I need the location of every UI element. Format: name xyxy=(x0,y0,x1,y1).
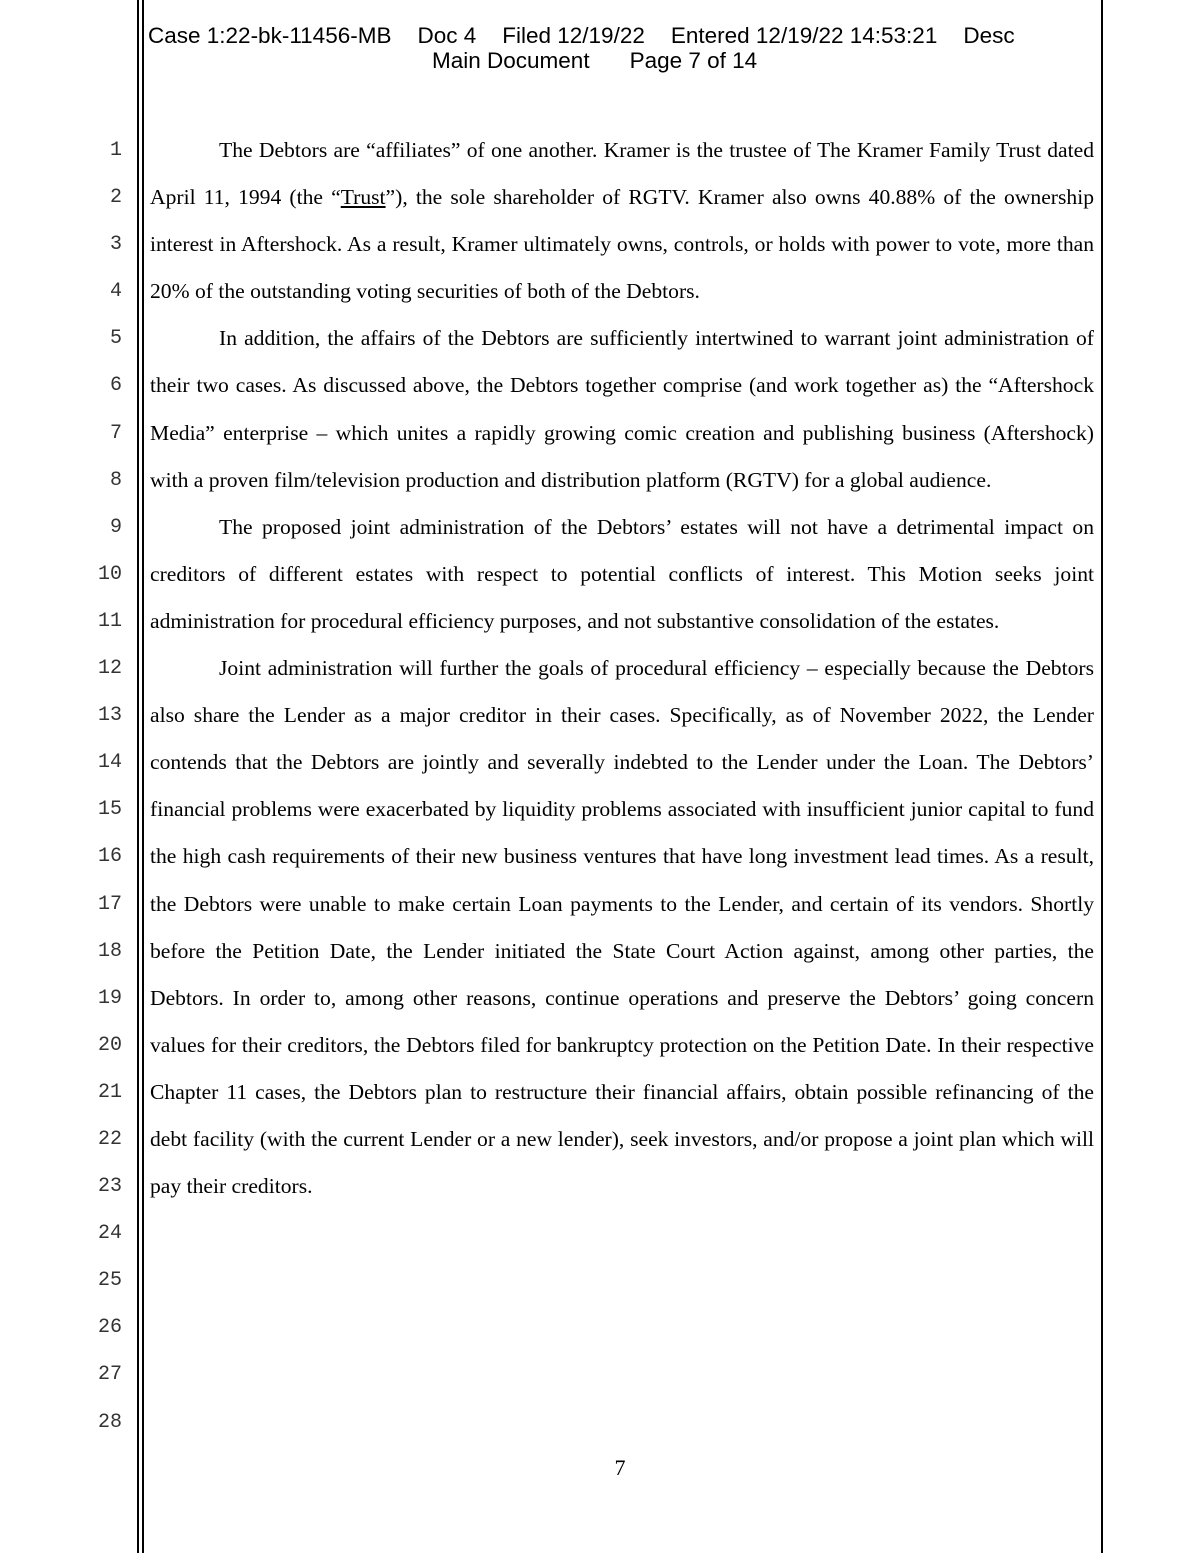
line-number: 28 xyxy=(97,1410,122,1434)
line-number: 5 xyxy=(109,327,122,351)
main-document-label: Main Document xyxy=(432,48,590,73)
page-number: 7 xyxy=(614,1455,626,1480)
line-number: 16 xyxy=(97,845,122,869)
line-number: 11 xyxy=(97,609,122,633)
entered-date: Entered 12/19/22 14:53:21 xyxy=(670,23,938,48)
line-number: 13 xyxy=(97,704,122,728)
line-number: 3 xyxy=(109,233,122,257)
line-number: 15 xyxy=(97,798,122,822)
page-of-label: Page 7 of 14 xyxy=(629,48,758,73)
paragraph-text: ”), the sole shareholder of RGTV. Kramer also owns 40.88% of the ownership interest in Aftershock. As a result, Kramer ultimately owns, controls, or holds with power to vote, more than 20% of the outstanding voting securities of both of the Debtors. xyxy=(150,185,1094,304)
paragraph-no-detrimental-impact: The proposed joint administration of the Debtors’ estates will not have a detrimental impact on creditors of different estates with respect to potential conflicts of interest. This Motion seeks joint administration for procedural efficiency purposes, and not substantive consolidation of the estates. xyxy=(150,514,1094,633)
line-number: 6 xyxy=(109,374,122,398)
header-line-2 xyxy=(432,48,757,73)
line-number: 2 xyxy=(109,186,122,210)
line-number: 1 xyxy=(109,139,122,162)
paragraph-text: The Debtors are “affiliates” of one another. Kramer is the trustee of The Kramer Family Trust dated April 11, 1994 (the “ xyxy=(150,138,1094,210)
paragraph-procedural-efficiency: Joint administration will further the goals of procedural efficiency – especially because the Debtors also share the Lender as a major creditor in their cases. Specifically, as of November 2022, the Lender contends that the Debtors are jointly and severally indebted to the Lender under the Loan. The Debtors’ financial problems were exacerbated by liquidity problems associated with insufficient junior capital to fund the high cash requirements of their new business ventures that have long investment lead times. As a result, the Debtors were unable to make certain Loan payments to the Lender, and certain of its vendors. Shortly before the Petition Date, the Lender initiated the State Court Action against, among other parties, the Debtors. In order to, among other reasons, continue operations and preserve the Debtors’ going concern values for their creditors, the Debtors filed for bankruptcy protection on the Petition Date. In their respective Chapter 11 cases, the Debtors plan to restructure their financial affairs, obtain possible refinancing of the debt facility (with the current Lender or a new lender), seek investors, and/or propose a joint plan which will pay their creditors. xyxy=(150,656,1094,1199)
right-margin-rule xyxy=(1101,0,1103,1553)
doc-number: Doc 4 xyxy=(417,23,477,48)
line-number: 10 xyxy=(97,562,122,586)
line-number: 21 xyxy=(97,1080,122,1104)
line-number: 24 xyxy=(97,1222,122,1246)
header-line-1 xyxy=(148,23,1015,48)
line-number: 20 xyxy=(97,1033,122,1057)
line-number: 4 xyxy=(109,280,122,304)
paragraph-intertwined: In addition, the affairs of the Debtors are sufficiently intertwined to warrant joint administration of their two cases. As discussed above, the Debtors together comprise (and work together as) the “Aftershock Media” enterprise – which unites a rapidly growing comic creation and publishing business (Aftershock) with a proven film/television production and distribution platform (RGTV) for a global audience. xyxy=(150,326,1094,492)
line-number: 14 xyxy=(97,751,122,775)
line-number: 27 xyxy=(97,1363,122,1387)
line-number: 18 xyxy=(97,939,122,963)
defined-term-trust: Trust xyxy=(340,185,386,210)
line-number: 7 xyxy=(109,421,122,445)
document-body xyxy=(150,127,1094,1210)
line-number: 19 xyxy=(97,986,122,1010)
line-number: 12 xyxy=(97,657,122,681)
line-number: 8 xyxy=(109,468,122,492)
line-number: 17 xyxy=(97,892,122,916)
line-number: 22 xyxy=(97,1127,122,1151)
line-number: 9 xyxy=(109,515,122,539)
line-number: 26 xyxy=(97,1316,122,1340)
filed-date: Filed 12/19/22 xyxy=(502,23,645,48)
line-number: 23 xyxy=(97,1175,122,1199)
left-margin-rule-inner xyxy=(142,0,144,1553)
line-number: 25 xyxy=(97,1269,122,1293)
desc-label: Desc xyxy=(963,23,1015,48)
pleading-line-numbers xyxy=(86,127,122,1446)
left-margin-rule-outer xyxy=(137,0,139,1553)
case-number: Case 1:22-bk-11456-MB xyxy=(148,23,392,48)
paragraph-affiliates xyxy=(150,127,1094,315)
